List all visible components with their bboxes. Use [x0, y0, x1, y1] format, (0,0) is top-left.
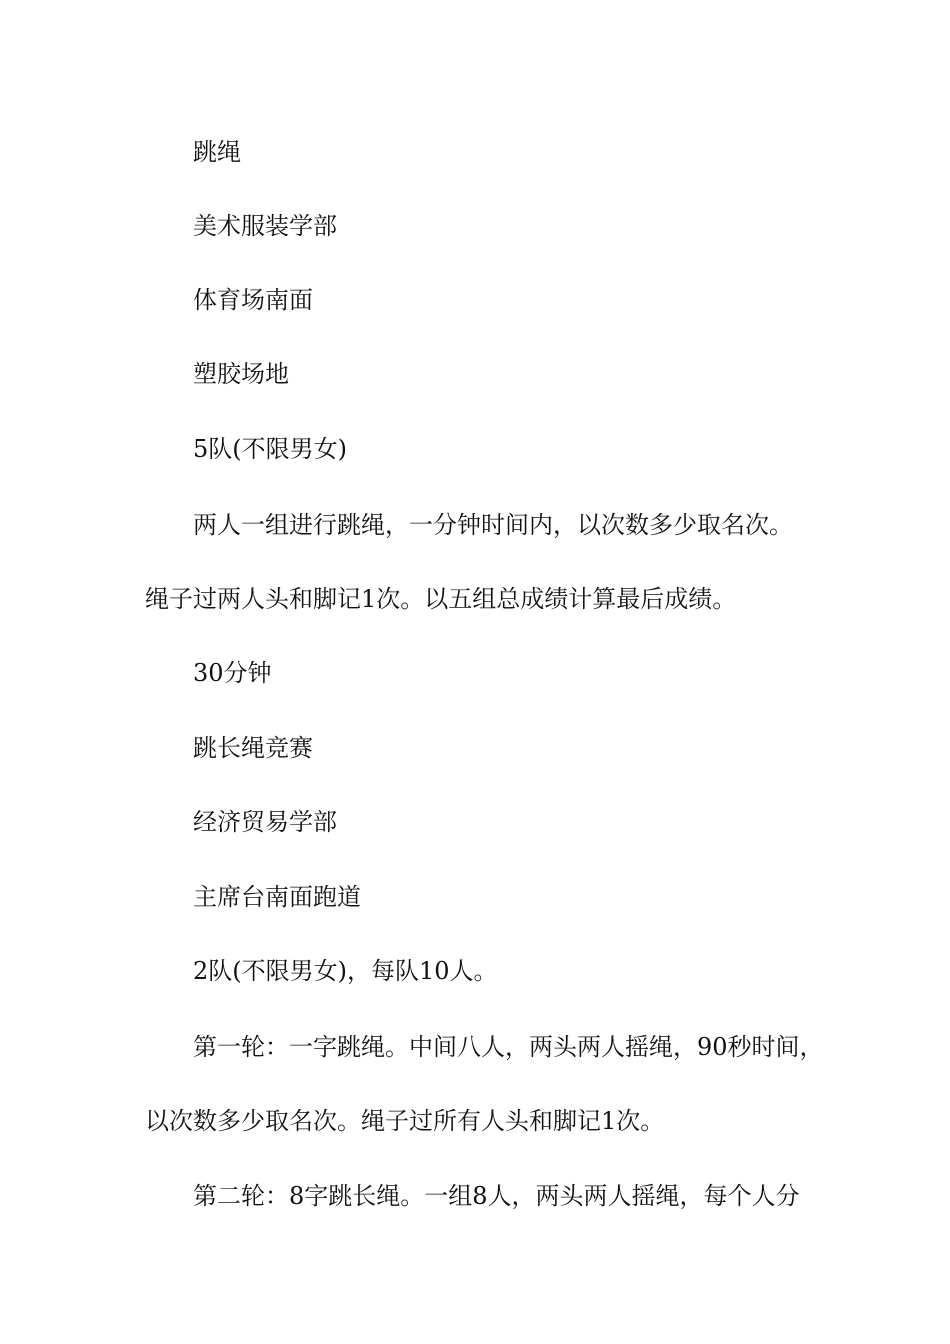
text-line: 美术服装学部 — [193, 212, 337, 240]
text-line: 30分钟 — [193, 659, 272, 687]
text-line: 第一轮：一字跳绳。中间八人，两头两人摇绳，90秒时间， — [193, 1033, 824, 1061]
text-line: 以次数多少取名次。绳子过所有人头和脚记1次。 — [145, 1107, 665, 1135]
text-line: 两人一组进行跳绳，一分钟时间内，以次数多少取名次。 — [193, 511, 793, 539]
text-line: 塑胶场地 — [193, 360, 289, 388]
text-line: 跳长绳竞赛 — [193, 734, 313, 762]
text-line: 2队(不限男女)，每队10人。 — [193, 957, 498, 985]
text-line: 绳子过两人头和脚记1次。以五组总成绩计算最后成绩。 — [145, 585, 737, 613]
text-line: 跳绳 — [193, 138, 241, 166]
text-line: 第二轮：8字跳长绳。一组8人，两头两人摇绳，每个人分 — [193, 1182, 800, 1210]
text-line: 5队(不限男女) — [193, 435, 347, 463]
text-line: 经济贸易学部 — [193, 808, 337, 836]
text-line: 主席台南面跑道 — [193, 883, 361, 911]
text-line: 体育场南面 — [193, 286, 313, 314]
